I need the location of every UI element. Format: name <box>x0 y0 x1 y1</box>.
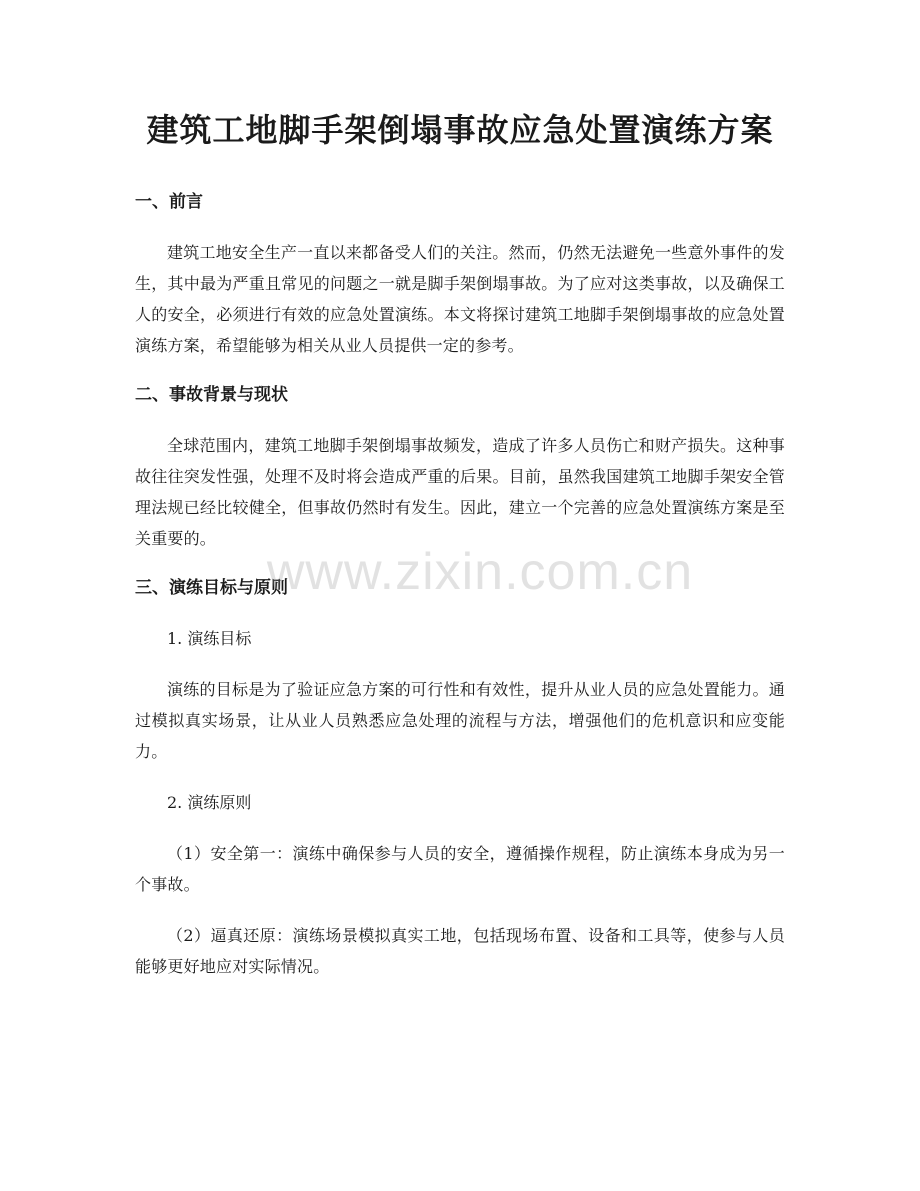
subheading-principles: 2. 演练原则 <box>167 793 252 812</box>
section-heading-background: 二、事故背景与现状 <box>135 385 288 405</box>
paragraph-background: 全球范围内，建筑工地脚手架倒塌事故频发，造成了许多人员伤亡和财产损失。这种事故往往突发性强，处理不及时将会造成严重的后果。目前，虽然我国建筑工地脚手架安全管理法规已经比较健全，但事故仍然时有发生。因此，建立一个完善的应急处置演练方案是至关重要的。 <box>135 436 785 548</box>
paragraph-goal: 演练的目标是为了验证应急方案的可行性和有效性，提升从业人员的应急处置能力。通过模拟真实场景，让从业人员熟悉应急处理的流程与方法，增强他们的危机意识和应变能力。 <box>135 680 785 761</box>
paragraph-preface: 建筑工地安全生产一直以来都备受人们的关注。然而，仍然无法避免一些意外事件的发生，其中最为严重且常见的问题之一就是脚手架倒塌事故。为了应对这类事故，以及确保工人的安全，必须进行有效的应急处置演练。本文将探讨建筑工地脚手架倒塌事故的应急处置演练方案，希望能够为相关从业人员提供一定的参考。 <box>135 243 785 355</box>
document-title: 建筑工地脚手架倒塌事故应急处置演练方案 <box>146 111 774 149</box>
watermark: www.zixin.com.cn <box>266 543 694 601</box>
paragraph-principle-realism: （2）逼真还原：演练场景模拟真实工地，包括现场布置、设备和工具等，使参与人员能够更好地应对实际情况。 <box>135 926 785 976</box>
document-body <box>135 184 785 982</box>
section-heading-preface: 一、前言 <box>135 192 203 212</box>
section-heading-goals: 三、演练目标与原则 <box>135 578 288 598</box>
paragraph-principle-safety: （1）安全第一：演练中确保参与人员的安全，遵循操作规程，防止演练本身成为另一个事故。 <box>135 844 785 894</box>
subheading-goal: 1. 演练目标 <box>167 629 252 648</box>
